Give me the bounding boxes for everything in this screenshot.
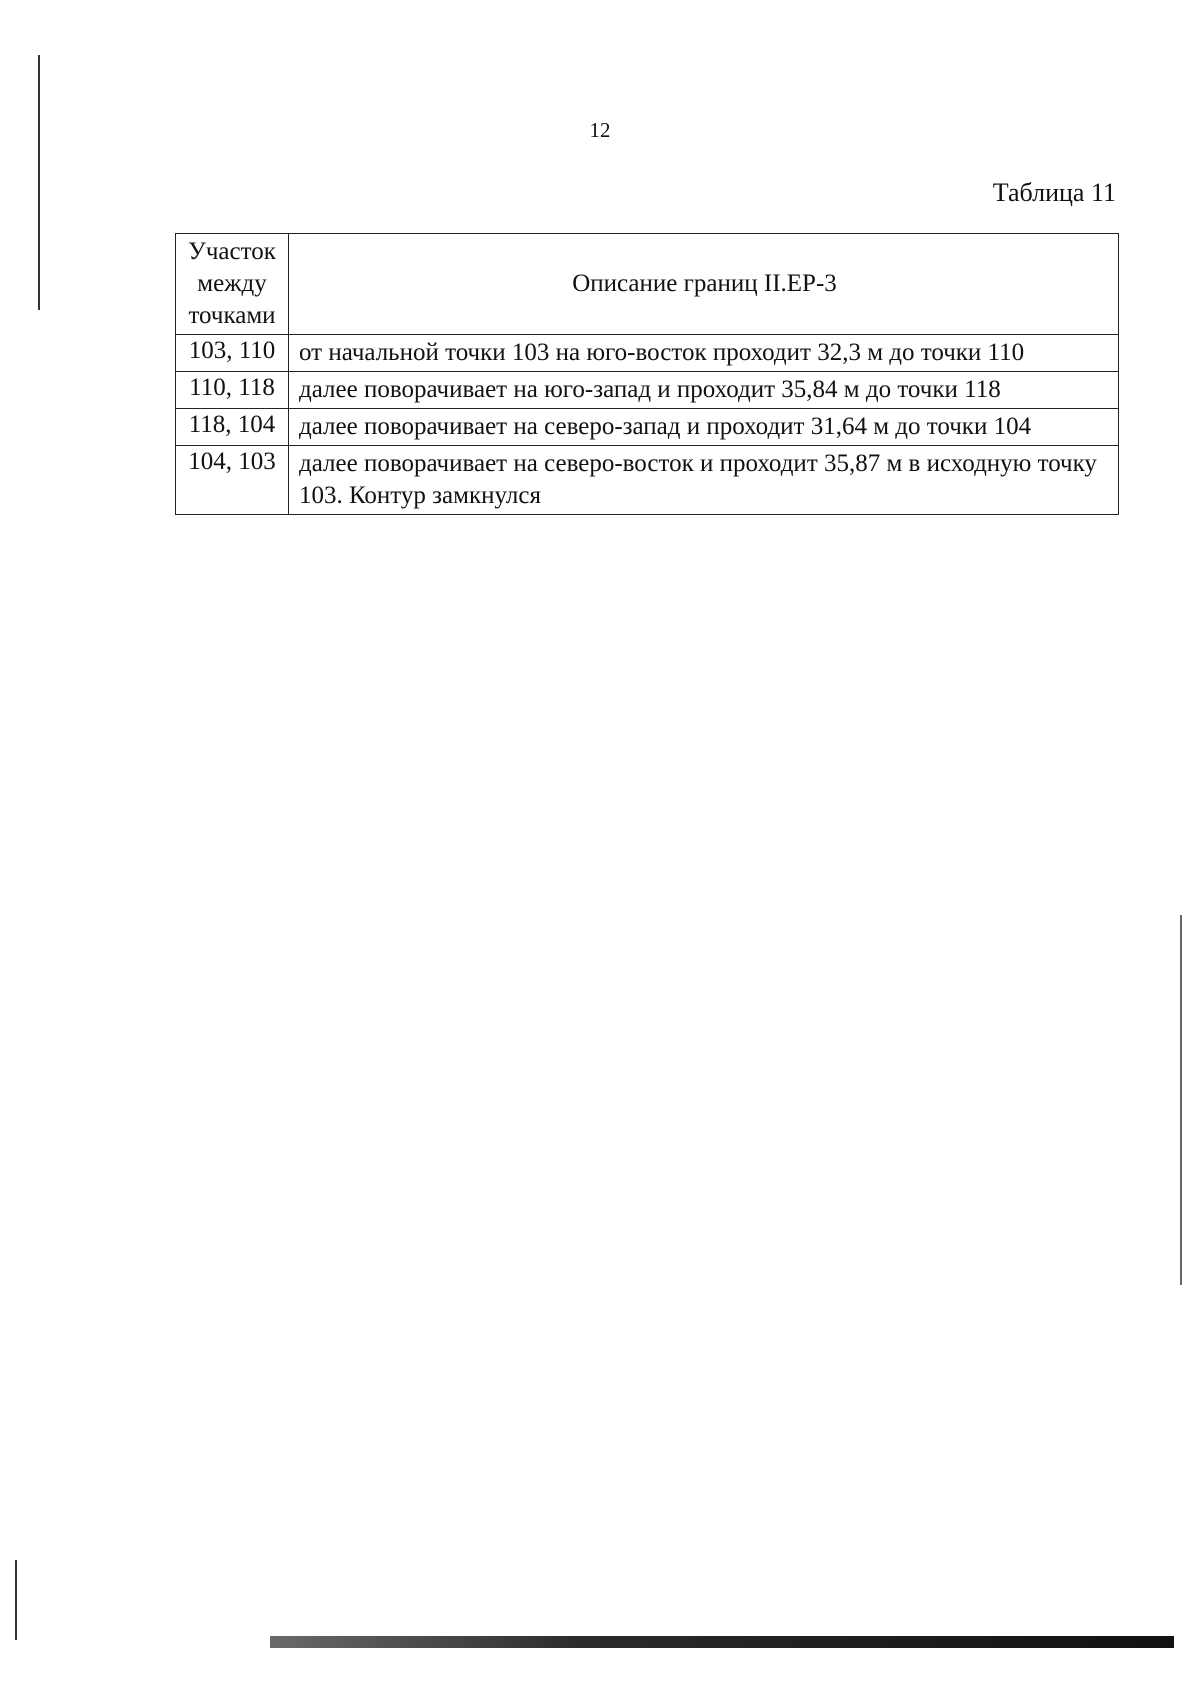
segment-cell: 104, 103 — [176, 446, 289, 515]
table-row — [176, 409, 1119, 446]
table-row — [176, 335, 1119, 372]
description-cell: от начальной точки 103 на юго-восток проходит 32,3 м до точки 110 — [289, 335, 1119, 372]
table-row — [176, 372, 1119, 409]
header-description: Описание границ II.ЕР-3 — [289, 234, 1119, 335]
scan-edge-line-top-left — [38, 55, 40, 310]
segment-cell: 118, 104 — [176, 409, 289, 446]
description-cell: далее поворачивает на юго-запад и проходит 35,84 м до точки 118 — [289, 372, 1119, 409]
segment-cell: 103, 110 — [176, 335, 289, 372]
segment-cell: 110, 118 — [176, 372, 289, 409]
table-header-row — [176, 234, 1119, 335]
page-number: 12 — [589, 118, 611, 142]
table-row — [176, 446, 1119, 515]
scan-edge-line-bottom-left — [15, 1560, 17, 1640]
boundary-description-table — [175, 233, 1119, 515]
footer-rule — [270, 1636, 1174, 1648]
description-cell: далее поворачивает на северо-восток и проходит 35,87 м в исходную точку 103. Контур замкнулся — [289, 446, 1119, 515]
header-segment: Участок между точками — [176, 234, 289, 335]
scan-edge-line-right — [1180, 915, 1182, 1285]
description-cell: далее поворачивает на северо-запад и проходит 31,64 м до точки 104 — [289, 409, 1119, 446]
table-caption: Таблица 11 — [992, 178, 1116, 207]
